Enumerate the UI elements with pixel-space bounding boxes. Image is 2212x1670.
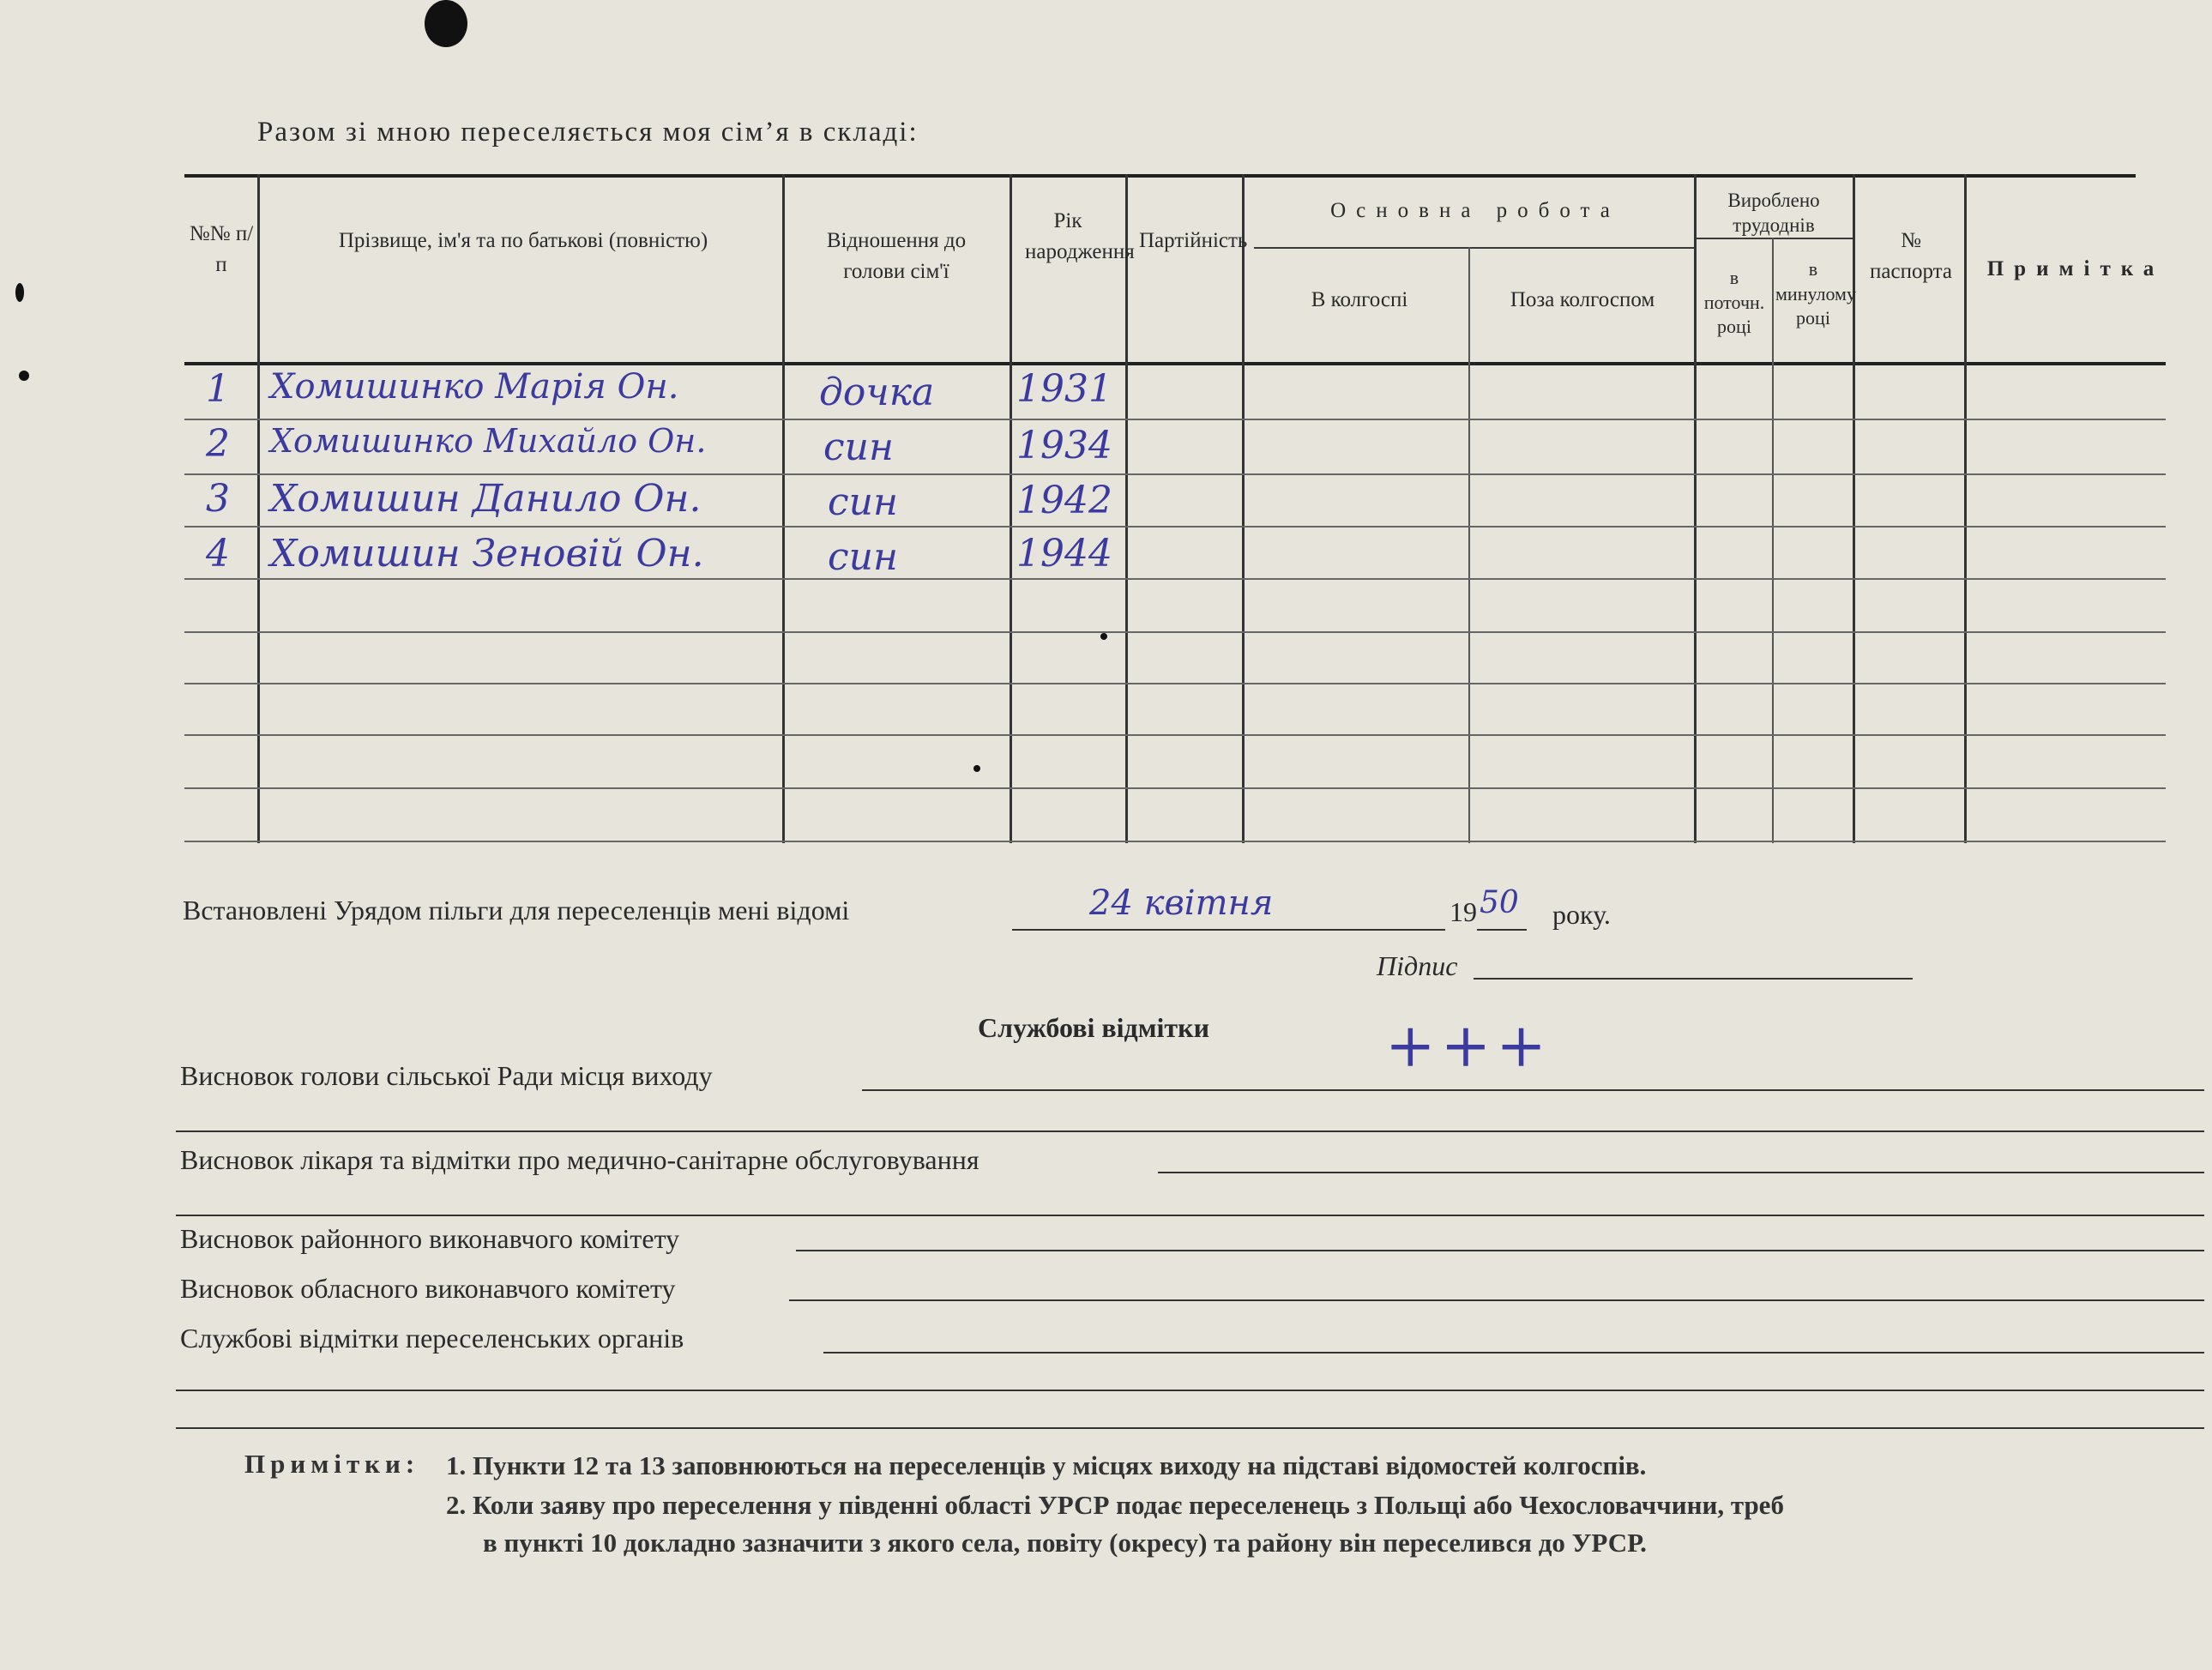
benefits-label: Встановлені Урядом пільги для переселенців мені відомі [183,895,850,925]
row-line [184,419,2166,420]
paper-speck-mark [19,371,29,381]
official-line-resettlement: Службові відмітки переселенських органів [180,1323,684,1353]
col-divider-party [1242,174,1245,843]
row-3-num: 3 [206,477,230,521]
official-line-district: Висновок районного виконавчого комітету [180,1223,680,1254]
official-line-regional: Висновок обласного виконавчого комітету [180,1273,676,1304]
row-4-num: 4 [206,532,230,576]
official-field-resettlement-extra[interactable] [176,1390,2204,1391]
official-field-resettlement-extra-2[interactable] [176,1427,2204,1429]
col-divider-year [1125,174,1128,843]
table-header-bottom-border [184,362,2166,365]
col-divider-passport [1964,174,1967,843]
row-line [184,841,2166,842]
header-birth-year: Рік народження [1025,209,1135,264]
row-1-num: 1 [206,367,230,411]
official-field-regional[interactable] [789,1299,2204,1301]
col-divider-num [257,174,260,843]
table-top-border [184,174,2136,178]
header-note: Примітка [1986,257,2165,280]
row-2-num: 2 [206,422,230,466]
benefits-year-printed: 19 [1450,896,1477,927]
header-main-work: Основна робота [1330,199,1620,222]
col-divider-outside [1694,174,1697,843]
header-current-year: в поточн. році [1703,267,1765,338]
main-work-subheader-line [1254,247,1696,249]
benefits-year-handwritten: 50 [1480,885,1519,920]
paper-speck-mark [15,283,24,302]
row-4-relation: син [828,535,898,579]
paper-speck-mark [1100,633,1107,640]
header-last-year: в минулому році [1775,258,1856,329]
header-relation: Відношення до голови сім'ї [826,229,967,284]
signature-field[interactable] [1474,978,1913,980]
handwritten-crosses: +++ [1385,1010,1552,1081]
row-2-name: Хомишинко Михайло Он. [270,422,707,460]
official-line-doctor: Висновок лікаря та відмітки про медично-санітарне обслуговування [180,1144,979,1175]
row-3-year: 1942 [1016,479,1112,522]
official-field-doctor[interactable] [1158,1172,2204,1173]
official-field-doctor-extra[interactable] [176,1215,2204,1216]
signature-label: Підпис [1377,950,1458,981]
paper-speck-mark [973,765,980,772]
row-4-name: Хомишин Зеновій Он. [270,532,704,576]
header-in-kolhosp: В колгоспі [1311,288,1408,311]
official-field-village-council[interactable] [862,1089,2204,1091]
header-passport: № паспорта [1870,229,1952,284]
col-divider-relation [1010,174,1012,843]
row-3-name: Хомишин Данило Он. [270,477,702,521]
row-line [184,734,2166,736]
row-line [184,683,2166,684]
row-line [184,526,2166,528]
benefits-year-underline [1477,929,1527,931]
official-line-village-council: Висновок голови сільської Ради місця виходу [180,1060,713,1091]
benefits-date-underline [1012,929,1445,931]
col-divider-current-year [1772,238,1774,843]
row-line [184,473,2166,475]
note-2: 2. Коли заяву про переселення у південні області УРСР подає переселенець з Польщі або Чехословаччини, треб [446,1490,1784,1520]
intro-text: Разом зі мною переселяється моя сім’я в складі: [257,117,919,148]
row-1-year: 1931 [1016,367,1112,411]
official-field-resettlement[interactable] [823,1352,2204,1353]
benefits-handwritten-date: 24 квітня [1089,883,1274,923]
row-1-name: Хомишинко Марія Он. [270,367,679,407]
header-num: №№ п/п [189,222,254,277]
row-4-year: 1944 [1016,532,1112,576]
note-2-continued: в пункті 10 докладно зазначити з якого села, повіту (окресу) та району він переселився до УРСР. [483,1528,1647,1558]
row-3-relation: син [828,480,898,524]
header-workdays: Вироблено трудоднів [1727,190,1820,236]
benefits-year-suffix: року. [1552,899,1611,930]
header-party: Партійність [1139,229,1248,252]
row-line [184,631,2166,633]
row-2-year: 1934 [1016,424,1112,467]
official-field-village-council-extra[interactable] [176,1130,2204,1132]
col-divider-kolhosp [1468,247,1470,843]
col-divider-name [782,174,785,843]
note-1: 1. Пункти 12 та 13 заповнюються на переселенців у місцях виходу на підставі відомостей колгоспів. [446,1450,1647,1480]
paper-hole-mark [425,0,467,47]
official-marks-title: Службові відмітки [978,1012,1210,1043]
row-line [184,578,2166,580]
row-1-relation: дочка [819,371,935,414]
header-name: Прізвище, ім'я та по батькові (повністю) [338,229,708,252]
row-line [184,787,2166,789]
official-field-district[interactable] [796,1250,2204,1251]
row-2-relation: син [823,425,894,469]
notes-label: Примітки: [244,1449,420,1479]
header-outside-kolhosp: Поза колгоспом [1510,288,1655,311]
col-divider-last-year [1853,174,1855,843]
